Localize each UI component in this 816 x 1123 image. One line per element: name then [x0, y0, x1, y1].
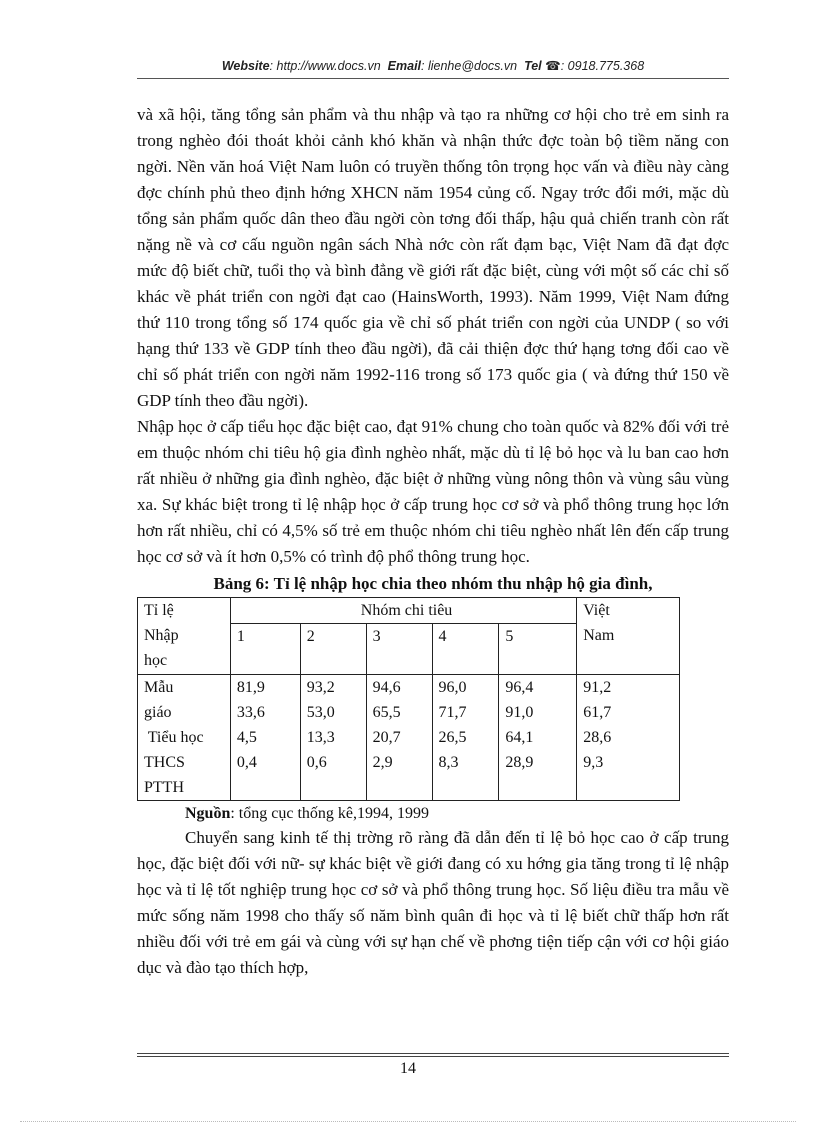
paragraph-2: Nhập học ở cấp tiểu học đặc biệt cao, đạt 91% chung cho toàn quốc và 82% đối với trẻ em thuộc nhóm chi tiêu hộ gia đình nghèo nhất, mặc dù tỉ lệ bỏ học và lu ban cao hơn rất nhiều ở những gia đình nghèo, đặc biệt ở những vùng nông thôn và vùng sâu vùng xa. Sự khác biệt trong tỉ lệ nhập học ở cấp trung học cơ sở và phổ thông trung học lớn hơn rất nhiều, chỉ có 4,5% số trẻ em thuộc nhóm chi tiêu nghèo nhất lên đến cấp trung học cơ sở và ít hơn 0,5% có trình độ phổ thông trung học. [137, 417, 729, 566]
group-header: Nhóm chi tiêu [230, 598, 576, 624]
data-column-4: 96,0 71,7 26,5 8,3 [432, 675, 499, 801]
table-body-row [138, 675, 680, 801]
paragraph-3: Chuyển sang kinh tế thị trờng rõ ràng đã dẫn đến tỉ lệ bỏ học cao ở cấp trung học, đặc biệt đối với nữ- sự khác biệt về giới đang có xu hớng gia tăng trong tỉ lệ nhập học và tỉ lệ tốt nghiệp trung học cơ sở và phổ thông trung học. Số liệu điều tra mẫu về mức sống năm 1998 cho thấy số năm bình quân đi học và tỉ lệ biết chữ thấp hơn rất nhiều đối với trẻ em gái và cùng với sự hạn chế về phơng tiện tiếp cận với cơ hội giáo dục và đào tạo thích hợp, [137, 828, 729, 977]
website-value: : http://www.docs.vn [269, 59, 381, 73]
footer-rule [137, 1053, 729, 1054]
tel-value: : 0918.775.368 [560, 59, 645, 73]
source-label: Nguồn [185, 805, 231, 822]
website-label: Website [221, 59, 270, 73]
row-labels: Mẫu giáo Tiểu học THCS PTTH [138, 675, 231, 801]
data-column-2: 93,2 53,0 13,3 0,6 [300, 675, 366, 801]
phone-icon: ☎ [545, 59, 561, 73]
source-text: : tổng cục thống kê,1994, 1999 [230, 805, 429, 822]
footer-rule [137, 1056, 729, 1057]
email-value: : lienhe@docs.vn [421, 59, 518, 73]
total-header: Việt Nam [577, 598, 680, 675]
page-header [137, 58, 729, 73]
column-header: 4 [432, 624, 499, 675]
column-header: 5 [499, 624, 577, 675]
table-caption: Bảng 6: Tỉ lệ nhập học chia theo nhóm thu nhập hộ gia đình, [213, 574, 653, 593]
email-label: Email [387, 59, 422, 73]
column-header: 3 [366, 624, 432, 675]
corner-header: Tỉ lệ Nhập học [138, 598, 231, 675]
table-source [185, 803, 729, 825]
tel-label: Tel [524, 59, 542, 73]
data-column-3: 94,6 65,5 20,7 2,9 [366, 675, 432, 801]
enrollment-table [137, 597, 680, 801]
column-header: 2 [300, 624, 366, 675]
header-rule [137, 78, 729, 79]
data-column-5: 96,4 91,0 64,1 28,9 [499, 675, 577, 801]
paragraph-1: và xã hội, tăng tổng sản phẩm và thu nhập và tạo ra những cơ hội cho trẻ em sinh ra trong nghèo đói thoát khỏi cảnh khó khăn và nhận thức đợc toàn bộ tiềm năng con ngời. Nền văn hoá Việt Nam luôn có truyền thống tôn trọng học vấn và điều này càng đợc chính phủ theo định hớng XHCN năm 1954 củng cố. Ngay trớc đổi mới, mặc dù tổng sản phẩm quốc dân theo đầu ngời còn tơng đối thấp, hậu quả chiến tranh còn rất nặng nề và cơ cấu nguồn ngân sách Nhà nớc còn rất đạm bạc, Việt Nam đã đạt đợc mức độ biết chữ, tuổi thọ và bình đẳng về giới rất đặc biệt, cùng với một số các chỉ số khác về phát triển con ngời đạt cao (HainsWorth, 1993). Năm 1999, Việt Nam đứng thứ 110 trong tổng số 174 quốc gia về chỉ số phát triển con ngời của UNDP ( so với hạng thứ 133 về GDP tính theo đầu ngời), đã cải thiện đợc thứ hạng tơng đối cao về chỉ số phát triển con ngời năm 1992-116 trong số 173 quốc gia ( và đứng thứ 150 về GDP tính theo đầu ngời). [137, 105, 729, 410]
data-column-1: 81,9 33,6 4,5 0,4 [230, 675, 300, 801]
page-edge-divider [20, 1121, 796, 1122]
document-body [137, 102, 729, 981]
page-number: 14 [400, 1060, 416, 1077]
table-header-row [138, 598, 680, 624]
data-column-total: 91,2 61,7 28,6 9,3 [577, 675, 680, 801]
column-header: 1 [230, 624, 300, 675]
